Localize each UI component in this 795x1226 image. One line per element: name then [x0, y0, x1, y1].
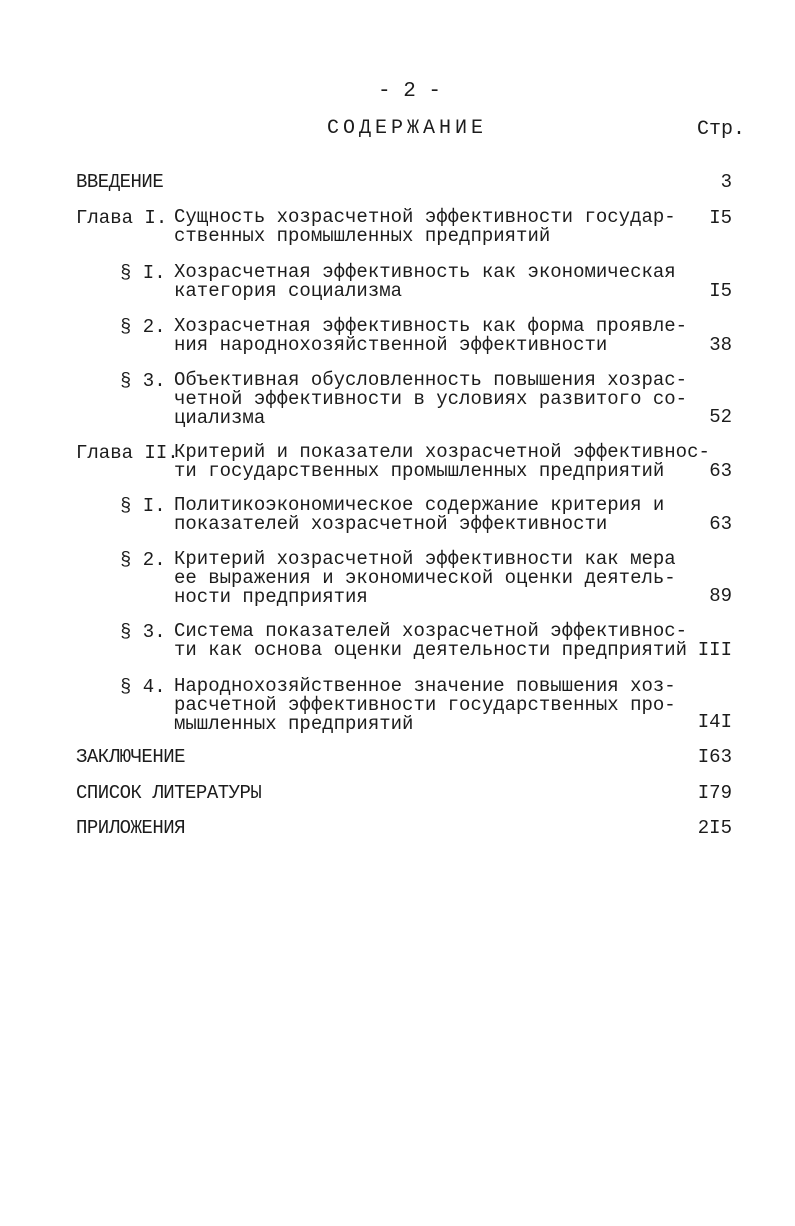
toc-references-page: I79	[697, 782, 732, 804]
toc-ch1-section-2-line-1: Хозрасчетная эффективность как форма проявле-	[174, 315, 688, 337]
toc-ch1-section-1-label: § I.	[120, 262, 166, 284]
page-title: СОДЕРЖАНИЕ	[327, 117, 488, 140]
toc-ch2-section-3-page: III	[697, 639, 732, 661]
toc-ch2-section-3-line-1: Система показателей хозрасчетной эффективнос-	[174, 620, 688, 642]
toc-appendices-page: 2I5	[697, 817, 732, 839]
toc-ch2-section-1-page: 63	[709, 513, 732, 535]
toc-ch1-section-1-line-1: Хозрасчетная эффективность как экономическая	[174, 261, 676, 283]
toc-ch2-section-4-line-3: мышленных предприятий	[174, 713, 414, 735]
toc-ch2-section-2-page: 89	[709, 585, 732, 607]
toc-ch1-section-3-label: § 3.	[120, 370, 166, 392]
toc-ch1-section-2-line-2: ния народнохозяйственной эффективности	[174, 334, 608, 356]
toc-ch1-section-3-page: 52	[709, 406, 732, 428]
toc-ch2-section-2-line-1: Критерий хозрасчетной эффективности как мера	[174, 548, 676, 570]
toc-ch2-section-2-line-3: ности предприятия	[174, 586, 368, 608]
toc-ch2-section-3-label: § 3.	[120, 621, 166, 643]
toc-ch2-section-2-label: § 2.	[120, 549, 166, 571]
toc-chapter-1-page: I5	[709, 207, 732, 229]
toc-ch1-section-1-line-2: категория социализма	[174, 280, 403, 302]
toc-chapter-1-line-1: Сущность хозрасчетной эффективности государ-	[174, 206, 676, 228]
toc-conclusion-page: I63	[697, 746, 732, 768]
toc-chapter-1-line-2: ственных промышленных предприятий	[174, 225, 551, 247]
toc-conclusion-label: ЗАКЛЮЧЕНИЕ	[76, 746, 186, 768]
page-number: - 2 -	[378, 80, 442, 103]
toc-ch2-section-4-line-2: расчетной эффективности государственных про-	[174, 694, 676, 716]
toc-chapter-2-label: Глава II.	[76, 442, 179, 464]
toc-ch2-section-1-line-2: показателей хозрасчетной эффективности	[174, 513, 608, 535]
toc-ch2-section-4-label: § 4.	[120, 676, 166, 698]
toc-chapter-1-label: Глава I.	[76, 207, 168, 229]
toc-ch1-section-3-line-1: Объективная обусловленность повышения хозрас-	[174, 369, 688, 391]
toc-intro-label: ВВЕДЕНИЕ	[76, 171, 164, 193]
toc-ch2-section-2-line-2: ее выражения и экономической оценки деятель-	[174, 567, 676, 589]
toc-ch2-section-1-line-1: Политикоэкономическое содержание критерия и	[174, 494, 665, 516]
toc-ch1-section-2-page: 38	[709, 334, 732, 356]
toc-appendices-label: ПРИЛОЖЕНИЯ	[76, 817, 186, 839]
toc-ch2-section-4-page: I4I	[697, 711, 732, 733]
toc-chapter-2-page: 63	[709, 460, 732, 482]
page-column-header: Стр.	[697, 118, 746, 141]
toc-references-label: СПИСОК ЛИТЕРАТУРЫ	[76, 782, 262, 804]
toc-intro-page: 3	[720, 171, 732, 193]
toc-ch1-section-3-line-2: четной эффективности в условиях развитого со-	[174, 388, 688, 410]
toc-ch2-section-3-line-2: ти как основа оценки деятельности предприятий	[174, 639, 688, 661]
toc-ch2-section-1-label: § I.	[120, 495, 166, 517]
toc-ch1-section-3-line-3: циализма	[174, 407, 266, 429]
toc-ch2-section-4-line-1: Народнохозяйственное значение повышения хоз-	[174, 675, 676, 697]
toc-ch1-section-1-page: I5	[709, 280, 732, 302]
toc-chapter-2-line-2: ти государственных промышленных предприятий	[174, 460, 665, 482]
toc-ch1-section-2-label: § 2.	[120, 316, 166, 338]
toc-chapter-2-line-1: Критерий и показатели хозрасчетной эффективнос-	[174, 441, 710, 463]
